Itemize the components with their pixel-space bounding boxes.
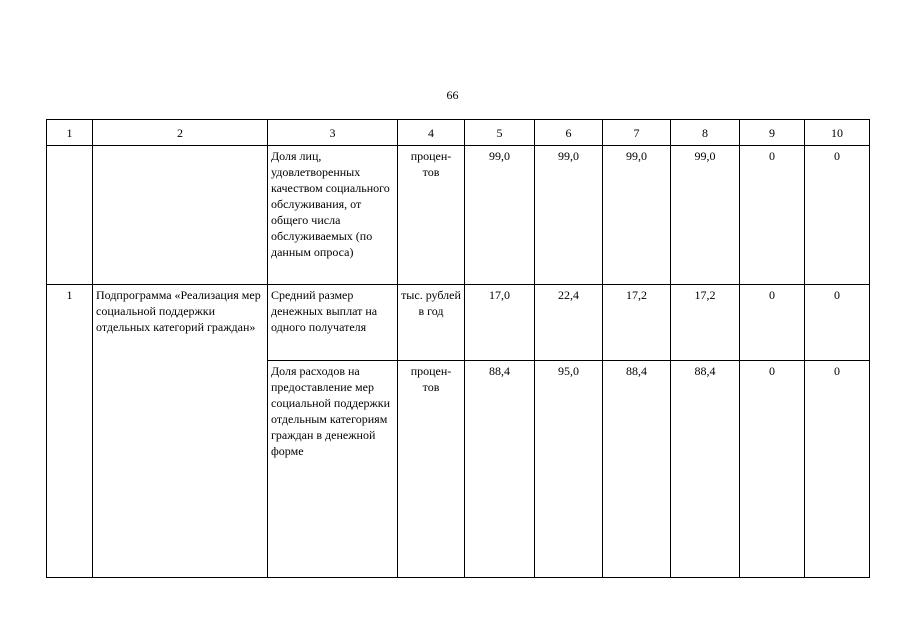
indicator-cell: Доля расходов на предоставление мер социальной поддержки отдельным категориям граждан в денежной форме — [268, 361, 398, 578]
header-cell: 7 — [603, 120, 671, 146]
value-col6: 95,0 — [535, 361, 603, 578]
page-number: 66 — [446, 88, 459, 102]
value-col9: 0 — [740, 146, 805, 285]
row-number-cell — [47, 146, 93, 285]
value-col6: 99,0 — [535, 146, 603, 285]
value-col8: 88,4 — [671, 361, 740, 578]
table-row — [47, 146, 870, 285]
header-cell: 5 — [465, 120, 535, 146]
program-cell — [93, 146, 268, 285]
indicators-table — [46, 119, 870, 578]
table-row — [47, 285, 870, 361]
value-col7: 17,2 — [603, 285, 671, 361]
value-col8: 17,2 — [671, 285, 740, 361]
value-col6: 22,4 — [535, 285, 603, 361]
value-col8: 99,0 — [671, 146, 740, 285]
header-cell: 8 — [671, 120, 740, 146]
row-number-cell: 1 — [47, 285, 93, 578]
unit-cell: процен- тов — [398, 146, 465, 285]
unit-cell: тыс. рублей в год — [398, 285, 465, 361]
value-col7: 88,4 — [603, 361, 671, 578]
value-col10: 0 — [805, 285, 870, 361]
header-cell: 1 — [47, 120, 93, 146]
unit-cell: процен- тов — [398, 361, 465, 578]
header-cell: 10 — [805, 120, 870, 146]
value-col5: 17,0 — [465, 285, 535, 361]
value-col9: 0 — [740, 285, 805, 361]
header-cell: 6 — [535, 120, 603, 146]
header-cell: 4 — [398, 120, 465, 146]
value-col7: 99,0 — [603, 146, 671, 285]
value-col10: 0 — [805, 361, 870, 578]
value-col10: 0 — [805, 146, 870, 285]
program-cell: Подпрограмма «Реализация мер социальной поддержки отдельных категорий граждан» — [93, 285, 268, 578]
header-cell: 2 — [93, 120, 268, 146]
header-cell: 3 — [268, 120, 398, 146]
table-header-row — [47, 120, 870, 146]
header-cell: 9 — [740, 120, 805, 146]
value-col9: 0 — [740, 361, 805, 578]
indicator-cell: Средний размер денежных выплат на одного получателя — [268, 285, 398, 361]
value-col5: 99,0 — [465, 146, 535, 285]
value-col5: 88,4 — [465, 361, 535, 578]
indicator-cell: Доля лиц, удовлетворенных качеством социального обслуживания, от общего числа обслуживаемых (по данным опроса) — [268, 146, 398, 285]
